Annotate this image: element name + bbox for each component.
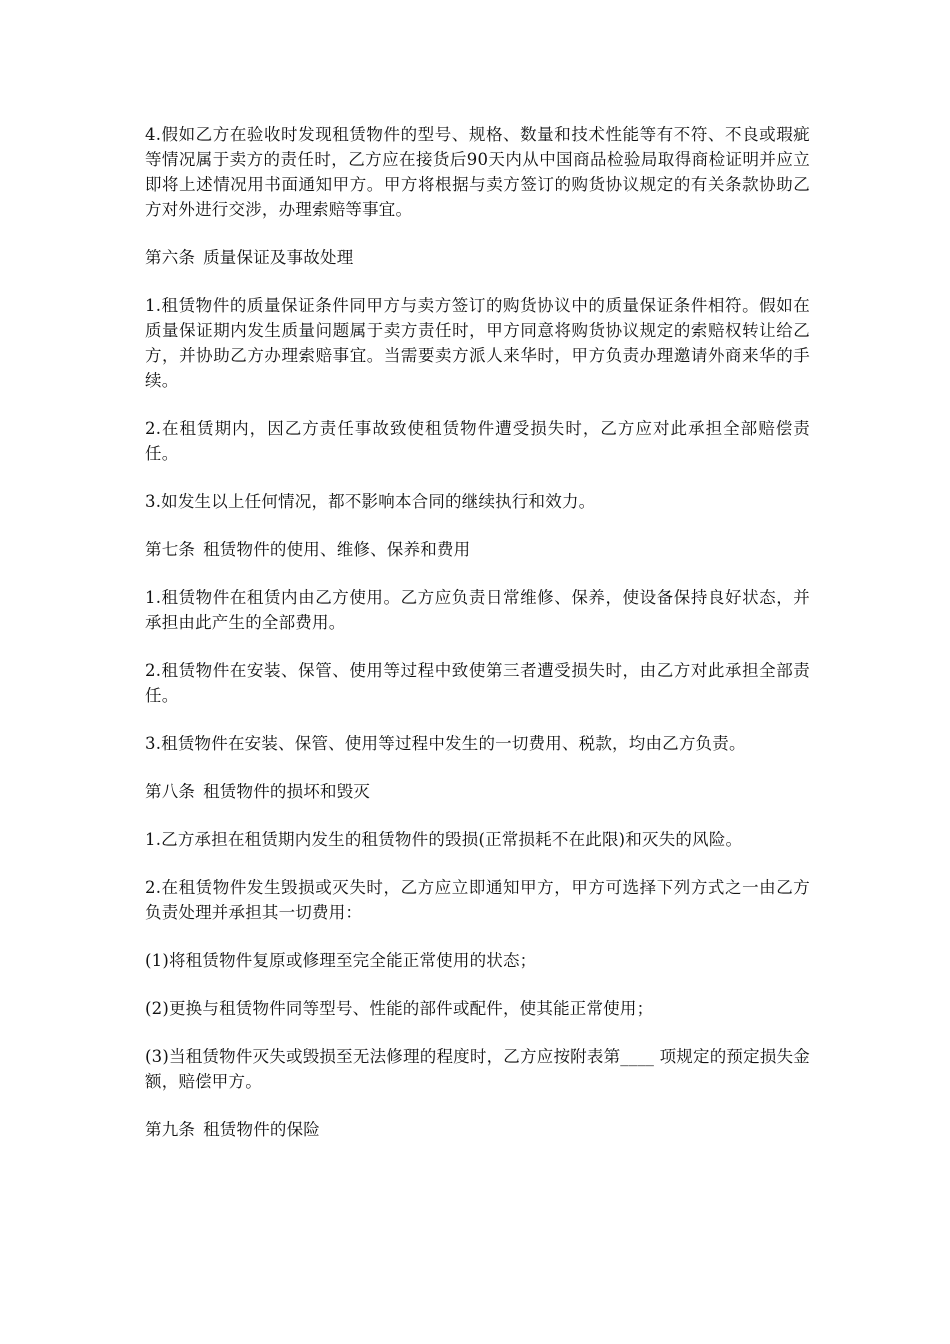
article-number: 第八条: [145, 782, 196, 801]
clause-6-item-1: 1.租赁物件的质量保证条件同甲方与卖方签订的购货协议中的质量保证条件相符。假如在质量保证期内发生质量问题属于卖方责任时，甲方同意将购货协议规定的索赔权转让给乙方，并协助乙方办理索赔事宜。当需要卖方派人来华时，甲方负责办理邀请外商来华的手续。: [145, 296, 810, 390]
clause-7-item-3: 3.租赁物件在安装、保管、使用等过程中发生的一切费用、税款，均由乙方负责。: [145, 734, 746, 753]
document-body: [145, 122, 810, 1165]
clause-8-option-2: (2)更换与租赁物件同等型号、性能的部件或配件，使其能正常使用；: [145, 999, 654, 1018]
article-number: 第九条: [145, 1120, 196, 1139]
article-title: 租赁物件的损坏和毁灭: [203, 782, 371, 801]
article-9-heading: [145, 1117, 810, 1142]
clause-6-item-2: 2.在租赁期内，因乙方责任事故致使租赁物件遭受损失时，乙方应对此承担全部赔偿责任。: [145, 419, 810, 463]
article-title: 租赁物件的使用、维修、保养和费用: [203, 540, 471, 559]
article-7-heading: [145, 537, 810, 562]
article-number: 第七条: [145, 540, 196, 559]
clause-8-item-1: 1.乙方承担在租赁期内发生的租赁物件的毁损(正常损耗不在此限)和灭失的风险。: [145, 830, 743, 849]
clause-5-item-4: 4.假如乙方在验收时发现租赁物件的型号、规格、数量和技术性能等有不符、不良或瑕疵等情况属于卖方的责任时，乙方应在接货后90天内从中国商品检验局取得商检证明并应立即将上述情况用书面通知甲方。甲方将根据与卖方签订的购货协议规定的有关条款协助乙方对外进行交涉，办理索赔等事宜。: [145, 125, 810, 219]
clause-7-item-2: 2.租赁物件在安装、保管、使用等过程中致使第三者遭受损失时，由乙方对此承担全部责任。: [145, 661, 810, 705]
article-8-heading: [145, 779, 810, 804]
article-number: 第六条: [145, 248, 196, 267]
clause-8-option-1: (1)将租赁物件复原或修理至完全能正常使用的状态；: [145, 951, 537, 970]
article-6-heading: [145, 245, 810, 270]
clause-8-item-2: 2.在租赁物件发生毁损或灭失时，乙方应立即通知甲方，甲方可选择下列方式之一由乙方负责处理并承担其一切费用：: [145, 878, 810, 922]
clause-8-option-3: (3)当租赁物件灭失或毁损至无法修理的程度时，乙方应按附表第____ 项规定的预定损失金额，赔偿甲方。: [145, 1047, 810, 1091]
clause-6-item-3: 3.如发生以上任何情况，都不影响本合同的继续执行和效力。: [145, 492, 596, 511]
article-title: 租赁物件的保险: [203, 1120, 321, 1139]
article-title: 质量保证及事故处理: [203, 248, 354, 267]
clause-7-item-1: 1.租赁物件在租赁内由乙方使用。乙方应负责日常维修、保养，使设备保持良好状态，并承担由此产生的全部费用。: [145, 588, 810, 632]
